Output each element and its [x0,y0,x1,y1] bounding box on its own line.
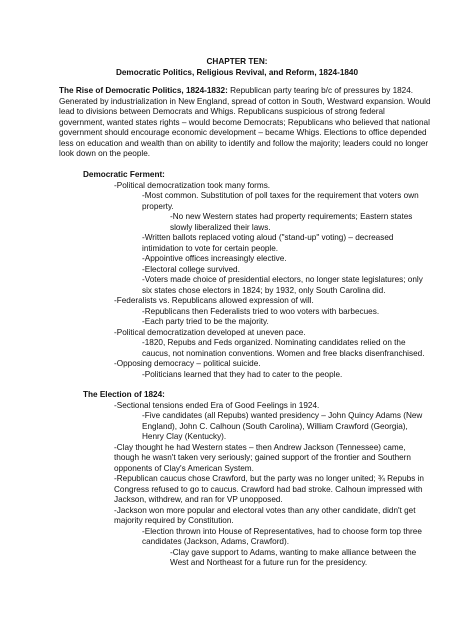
election-line: England), John C. Calhoun (South Carolina), William Crawford (Georgia), [142,421,408,431]
chapter-subtitle: Democratic Politics, Religious Revival, and Reform, 1824-1840 [115,68,359,77]
ferment-line: -Electoral college survived. [142,264,240,274]
rise-heading: The Rise of Democratic Politics, 1824-1832: [59,86,228,95]
ferment-line: -1820, Repubs and Feds organized. Nominating candidates relied on the [142,338,406,347]
rise-line: Republican party tearing b/c of pressures by 1824. [227,86,414,95]
ferment-line: -Voters made choice of presidential electors, no longer state legislatures; only [142,275,423,284]
election-line: Congress refused to go to caucus. Crawford had bad stroke. Calhoun impressed with [114,484,423,494]
ferment-line: -Most common. Substitution of poll taxes for the requirement that voters own [142,191,419,200]
ferment-line: -Written ballots replaced voting aloud ("stand-up" voting) – decreased [142,233,394,242]
ferment-line: -Politicians learned that they had to cater to the people. [142,369,343,379]
election-line: -Election thrown into House of Representatives, had to choose form top three [142,526,422,536]
rise-line: government, wanted states rights – would become Democrats; Republicans who believed that national [59,117,430,127]
ferment-line: property. [142,201,174,211]
election-line: -Sectional tensions ended Era of Good Feelings in 1924. [114,400,320,410]
election-line: -Five candidates (all Repubs) wanted presidency – John Quincy Adams (New [142,411,423,420]
election-line: -Clay gave support to Adams, wanting to make alliance between the [170,547,417,557]
chapter-title: CHAPTER TEN: [206,57,268,66]
ferment-line: -Appointive offices increasingly elective. [142,254,287,263]
election-line: -Jackson won more popular and electoral votes than any other candidate, didn't get [114,505,416,515]
election-heading: The Election of 1824: [83,390,165,399]
ferment-line: -Political democratization took many forms. [114,180,271,190]
ferment-line: six states chose electors in 1824; by 1932, only South Carolina did. [142,285,386,295]
rise-line: look down on the people. [59,149,151,158]
ferment-heading: Democratic Ferment: [83,170,165,179]
rise-line: less on education and wealth than on ability to identify and follow the majority; leaders could no longer [59,138,429,148]
ferment-line: slowly liberalized their laws. [170,222,271,232]
ferment-line: caucus, not nomination conventions. Women and free blacks disenfranchised. [142,348,425,358]
election-line: -Clay thought he had Western states – then Andrew Jackson (Tennessee) came, [114,442,406,452]
rise-line: Generated by industrialization in New England, spread of cotton in South, Westward expansion. Would [59,96,431,106]
election-line: -Republican caucus chose Crawford, but the party was no longer united; ¾ Repubs in [114,474,424,483]
ferment-line: intimidation to vote for certain people. [142,243,279,253]
election-line: majority required by Constitution. [114,516,234,525]
ferment-line: -Political democratization developed at uneven pace. [114,327,306,337]
ferment-line: -Each party tried to be the majority. [142,317,269,326]
rise-paragraph-first-line [59,86,413,97]
election-line: opponents of Clay's American System. [114,463,254,473]
election-line: Henry Clay (Kentucky). [142,432,227,441]
election-line: candidates (Jackson, Adams, Crawford). [142,537,289,546]
ferment-line: -Republicans then Federalists tried to woo voters with barbecues. [142,306,380,316]
ferment-line: -Opposing democracy – political suicide. [114,359,261,368]
rise-line: government should encourage economic development – became Whigs. Elections to office depended [59,128,427,137]
election-line: Jackson, withdrew, and ran for VP unopposed. [114,495,283,504]
rise-line: lead to divisions between Democrats and Whigs. Republicans suspicious of strong federal [59,107,385,116]
ferment-line: -No new Western states had property requirements; Eastern states [170,212,413,221]
ferment-line: -Federalists vs. Republicans allowed expression of will. [114,296,314,305]
election-line: West and Northeast for a future run for the presidency. [170,558,368,567]
election-line: though he wasn't taken very seriously; gained support of the frontier and Southern [114,453,411,462]
